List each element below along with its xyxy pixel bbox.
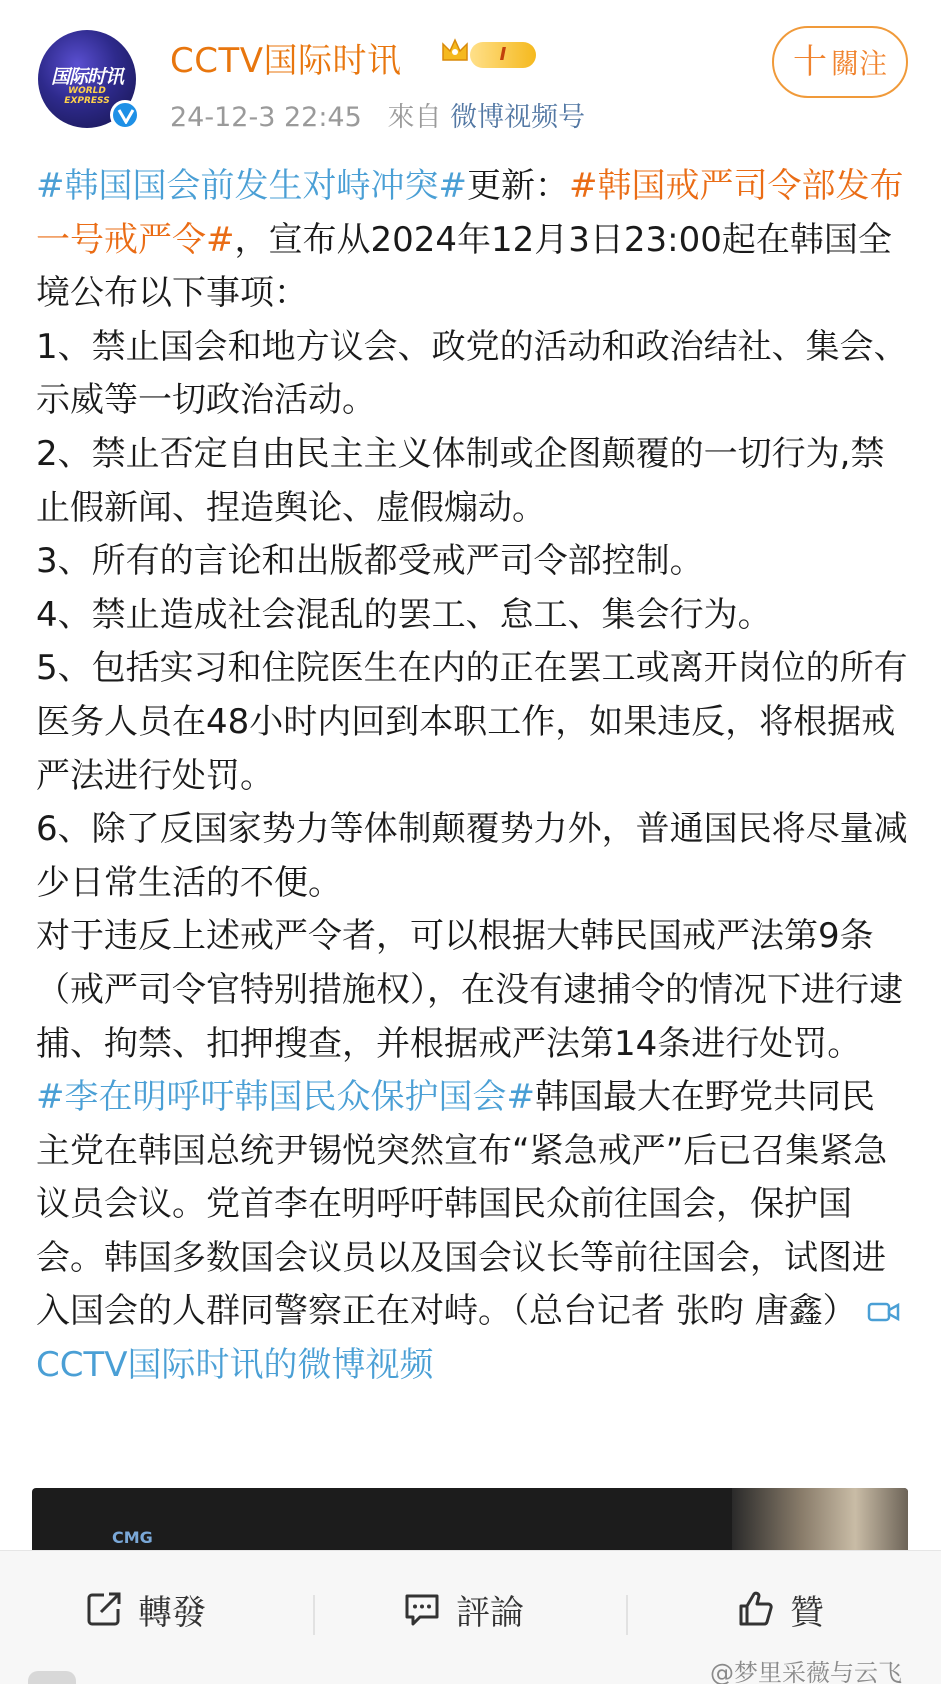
follow-label: 關注 bbox=[830, 47, 887, 80]
video-thumbnail[interactable] bbox=[32, 1488, 908, 1550]
thumbs-up-icon bbox=[736, 1589, 776, 1629]
home-indicator bbox=[28, 1671, 76, 1684]
like-label: 贊 bbox=[790, 1592, 824, 1633]
list-item: 4、禁止造成社会混乱的罢工、怠工、集会行为。 bbox=[36, 594, 772, 635]
repost-label: 轉發 bbox=[138, 1592, 206, 1633]
hashtag-link[interactable]: #韩国国会前发生对峙冲突# bbox=[36, 166, 467, 206]
watermark: @梦里采薇与云飞 bbox=[710, 1659, 902, 1684]
verified-badge-icon bbox=[110, 100, 140, 130]
post-paragraph-penalty: 对于违反上述戒严令者，可以根据大韩民国戒严法第9条（戒严司令官特别措施权），在没有逮捕令的情况下进行逮捕、拘禁、扣押搜查，并根据戒严法第14条进行处罚。 bbox=[36, 916, 903, 1064]
vip-level-badge: I bbox=[470, 42, 536, 68]
repost-button[interactable] bbox=[84, 1579, 206, 1639]
video-frame-figure bbox=[732, 1488, 908, 1550]
action-bar bbox=[0, 1550, 941, 1684]
post-text: 韩国最大在野党共同民主党在韩国总统尹锡悦突然宣布“紧急戒严”后已召集紧急议员会议。党首李在明呼吁韩国民众前往国会，保护国会。韩国多数国会议员以及国会议长等前往国会，试图进入国会的人群同警察正在对峙。（总台记者 张昀 唐鑫） bbox=[36, 1077, 888, 1332]
avatar-logo-text: 国际时讯 bbox=[50, 66, 123, 88]
crown-icon bbox=[440, 36, 470, 64]
post-paragraph-update bbox=[36, 1071, 908, 1393]
list-item: 2、禁止否定自由民主主义体制或企图颠覆的一切行为,禁止假新闻、捏造舆论、虚假煽动。 bbox=[36, 433, 885, 528]
comment-button[interactable] bbox=[402, 1579, 524, 1639]
author-name[interactable]: CCTV国际时讯 bbox=[170, 41, 402, 81]
video-camera-icon bbox=[867, 1300, 901, 1324]
list-item: 3、所有的言论和出版都受戒严司令部控制。 bbox=[36, 541, 704, 582]
hashtag-link[interactable]: #李在明呼吁韩国民众保护国会# bbox=[36, 1077, 535, 1118]
repost-icon bbox=[84, 1589, 124, 1629]
list-item: 1、禁止国会和地方议会、政党的活动和政治结社、集会、示威等一切政治活动。 bbox=[36, 326, 908, 421]
post-body bbox=[36, 160, 908, 1393]
post-meta bbox=[170, 95, 585, 134]
list-item: 6、除了反国家势力等体制颠覆势力外，普通国民将尽量减少日常生活的不便。 bbox=[36, 809, 908, 903]
post-source-link[interactable]: 微博视频号 bbox=[450, 102, 586, 133]
comment-icon bbox=[402, 1589, 442, 1629]
video-link-label: CCTV国际时讯的微博视频 bbox=[36, 1345, 434, 1386]
plus-icon: 十 bbox=[792, 42, 827, 82]
list-item: 5、包括实习和住院医生在内的正在罢工或离开岗位的所有医务人员在48小时内回到本职工作，如果违反，将根据戒严法进行处罚。 bbox=[36, 648, 908, 796]
divider bbox=[313, 1595, 315, 1635]
divider bbox=[626, 1595, 628, 1635]
post-text: 更新： bbox=[466, 166, 569, 206]
post-timestamp: 24-12-3 22:45 bbox=[170, 102, 362, 133]
cmg-logo: CMG bbox=[112, 1528, 153, 1547]
post-header bbox=[0, 0, 941, 150]
avatar-logo-subtext: WORLD EXPRESS bbox=[64, 86, 110, 106]
from-label: 來自 bbox=[387, 102, 442, 133]
like-button[interactable] bbox=[736, 1579, 824, 1639]
follow-button[interactable] bbox=[772, 26, 908, 98]
hashtag-link[interactable]: #韩国戒严司令部发布一号戒严令# bbox=[36, 166, 904, 260]
post-text: ，宣布从2024年12月3日23:00起在韩国全境公布以下事项： bbox=[36, 219, 892, 314]
post-paragraph-intro bbox=[36, 160, 908, 321]
comment-label: 評論 bbox=[456, 1592, 524, 1633]
